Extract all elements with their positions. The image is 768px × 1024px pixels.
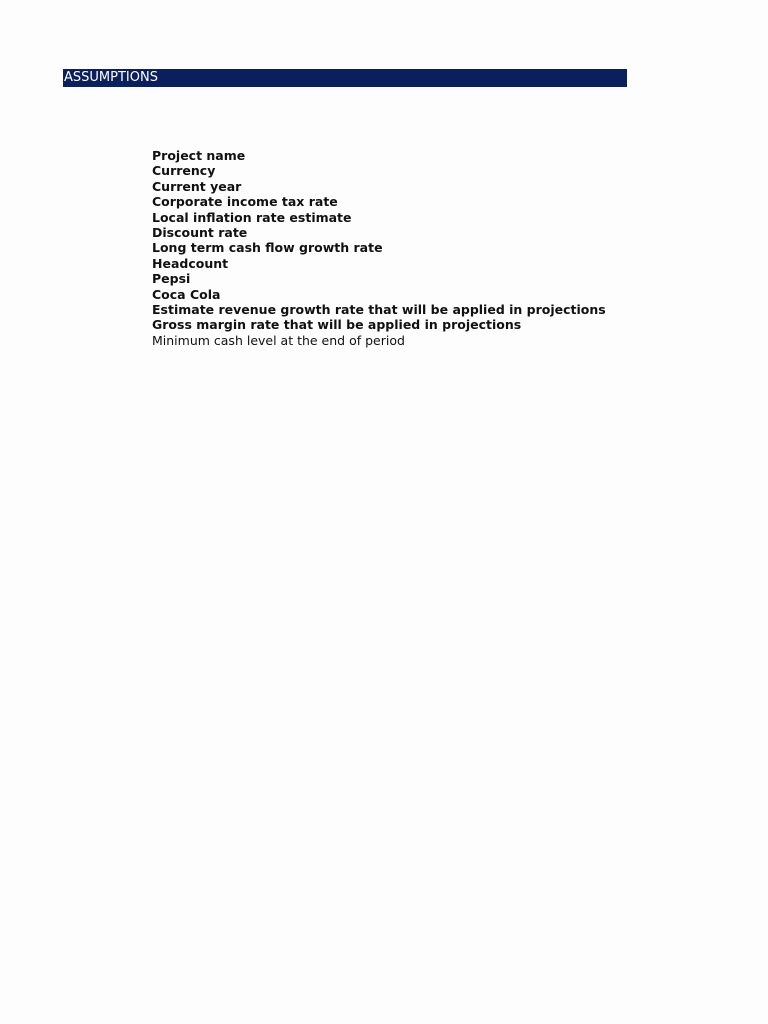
assumption-label-pepsi: Pepsi (152, 271, 191, 287)
assumption-label-discount-rate: Discount rate (152, 224, 248, 240)
assumption-label-local-inflation-rate: Local inflation rate estimate (152, 209, 352, 225)
assumption-label-headcount: Headcount (152, 255, 229, 271)
assumptions-list (152, 148, 606, 348)
section-header-bar (63, 69, 627, 87)
section-title: ASSUMPTIONS (64, 70, 158, 85)
assumption-label-coca-cola: Coca Cola (152, 286, 221, 302)
assumption-label-corporate-income-tax-rate: Corporate income tax rate (152, 194, 338, 210)
assumption-label-currency: Currency (152, 163, 216, 179)
assumption-label-minimum-cash-level: Minimum cash level at the end of period (152, 332, 405, 348)
assumption-label-gross-margin-rate: Gross margin rate that will be applied in projections (152, 317, 522, 333)
assumption-label-project-name: Project name (152, 148, 246, 163)
assumption-label-revenue-growth-rate: Estimate revenue growth rate that will be applied in projections (152, 301, 606, 317)
assumption-label-long-term-growth-rate: Long term cash flow growth rate (152, 240, 383, 256)
assumption-label-current-year: Current year (152, 178, 242, 194)
